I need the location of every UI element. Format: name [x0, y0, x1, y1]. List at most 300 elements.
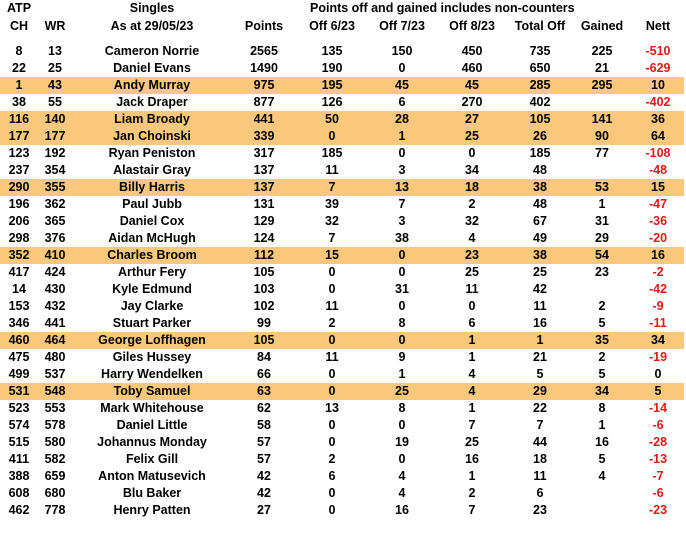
- world-rank-cell: 578: [44, 418, 66, 432]
- points-cell: 1490: [250, 61, 278, 75]
- player-name-cell: Charles Broom: [72, 247, 232, 264]
- gained-cell: [572, 162, 632, 179]
- nett-cell: -11: [649, 316, 667, 330]
- off-6-23-cell: 15: [296, 247, 368, 264]
- gained-cell: 90: [572, 128, 632, 145]
- total-off-cell: 67: [533, 214, 547, 228]
- player-name-cell: Felix Gill: [125, 452, 179, 466]
- off-7-23-cell: 38: [395, 231, 409, 245]
- header-singles: Singles: [129, 1, 175, 15]
- points-cell: 877: [253, 95, 275, 109]
- world-rank-cell: 548: [38, 383, 72, 400]
- world-rank-cell: 365: [44, 214, 66, 228]
- table-row: [0, 111, 684, 128]
- total-off-cell: 48: [533, 163, 547, 177]
- player-name-cell: Jay Clarke: [120, 299, 184, 313]
- gained-cell: [572, 94, 632, 111]
- off-8-23-cell: 11: [465, 282, 479, 296]
- off-7-23-cell: 150: [391, 44, 413, 58]
- off-8-23-cell: 7: [468, 418, 476, 432]
- off-6-23-cell: 0: [328, 265, 336, 279]
- off-7-23-cell: 1: [398, 367, 406, 381]
- off-6-23-cell: 11: [325, 163, 339, 177]
- atp-ch-cell: 14: [12, 282, 26, 296]
- gained-cell: [572, 502, 632, 519]
- points-cell: 62: [257, 401, 271, 415]
- world-rank-cell: 778: [44, 503, 66, 517]
- header-date: As at 29/05/23: [110, 19, 194, 33]
- off-8-23-cell: 27: [436, 111, 508, 128]
- table-row: [0, 349, 684, 366]
- header-total-off: Total Off: [514, 19, 566, 33]
- table-row: [0, 43, 684, 60]
- off-6-23-cell: 195: [296, 77, 368, 94]
- off-6-23-cell: 7: [328, 231, 336, 245]
- player-name-cell: Stuart Parker: [112, 316, 192, 330]
- player-name-cell: Kyle Edmund: [112, 282, 192, 296]
- off-8-23-cell: 0: [468, 146, 476, 160]
- off-7-23-cell: 9: [398, 350, 406, 364]
- total-off-cell: 105: [508, 111, 572, 128]
- off-8-23-cell: 34: [465, 163, 479, 177]
- total-off-cell: 29: [508, 383, 572, 400]
- gained-cell: 16: [595, 435, 609, 449]
- points-cell: 105: [253, 265, 275, 279]
- off-7-23-cell: 0: [368, 332, 436, 349]
- gained-cell: 31: [595, 214, 609, 228]
- off-7-23-cell: 31: [395, 282, 409, 296]
- world-rank-cell: 659: [44, 469, 66, 483]
- gained-cell: 34: [572, 383, 632, 400]
- total-off-cell: 23: [533, 503, 547, 517]
- world-rank-cell: 430: [44, 282, 66, 296]
- points-cell: 57: [257, 435, 271, 449]
- world-rank-cell: 680: [44, 486, 66, 500]
- atp-ch-cell: 206: [8, 214, 30, 228]
- off-8-23-cell: 23: [436, 247, 508, 264]
- table-row: [0, 281, 684, 298]
- player-name-cell: Henry Patten: [113, 503, 191, 517]
- atp-ch-cell: 574: [8, 418, 30, 432]
- off-6-23-cell: 190: [321, 61, 343, 75]
- atp-ch-cell: 499: [8, 367, 30, 381]
- off-8-23-cell: 1: [436, 332, 508, 349]
- points-cell: 105: [232, 332, 296, 349]
- gained-cell: 29: [595, 231, 609, 245]
- player-name-cell: Aidan McHugh: [108, 231, 196, 245]
- atp-ch-cell: 1: [0, 77, 38, 94]
- gained-cell: 2: [598, 350, 606, 364]
- off-8-23-cell: 4: [436, 383, 508, 400]
- off-6-23-cell: 135: [321, 44, 343, 58]
- nett-cell: 5: [632, 383, 684, 400]
- nett-cell: -510: [645, 44, 671, 58]
- nett-cell: 34: [632, 332, 684, 349]
- world-rank-cell: 43: [38, 77, 72, 94]
- header-nett: Nett: [645, 19, 671, 33]
- points-cell: 58: [257, 418, 271, 432]
- table-row: [0, 400, 684, 417]
- atp-ch-cell: 298: [8, 231, 30, 245]
- off-7-23-cell: 0: [398, 265, 406, 279]
- gained-cell: 8: [598, 401, 606, 415]
- off-8-23-cell: 18: [436, 179, 508, 196]
- off-7-23-cell: 4: [398, 469, 406, 483]
- total-off-cell: 49: [533, 231, 547, 245]
- total-off-cell: 21: [533, 350, 547, 364]
- nett-cell: -402: [645, 95, 671, 109]
- off-6-23-cell: 32: [325, 214, 339, 228]
- atp-ch-cell: 608: [8, 486, 30, 500]
- off-8-23-cell: 2: [468, 197, 476, 211]
- off-7-23-cell: 1: [368, 128, 436, 145]
- total-off-cell: 402: [529, 95, 551, 109]
- header-wr: WR: [44, 19, 66, 33]
- points-cell: 129: [253, 214, 275, 228]
- off-7-23-cell: 4: [398, 486, 406, 500]
- table-row: [0, 128, 684, 145]
- atp-ch-cell: 523: [8, 401, 30, 415]
- world-rank-cell: 140: [38, 111, 72, 128]
- atp-ch-cell: 290: [0, 179, 38, 196]
- off-6-23-cell: 6: [328, 469, 336, 483]
- off-6-23-cell: 13: [325, 401, 339, 415]
- total-off-cell: 38: [508, 179, 572, 196]
- world-rank-cell: 376: [44, 231, 66, 245]
- total-off-cell: 5: [536, 367, 544, 381]
- world-rank-cell: 553: [44, 401, 66, 415]
- atp-ch-cell: 153: [8, 299, 30, 313]
- off-7-23-cell: 0: [398, 452, 406, 466]
- gained-cell: 4: [598, 469, 606, 483]
- gained-cell: 141: [572, 111, 632, 128]
- atp-ch-cell: 388: [8, 469, 30, 483]
- nett-cell: -108: [645, 146, 671, 160]
- player-name-cell: Johannus Monday: [97, 435, 207, 449]
- atp-ch-cell: 123: [8, 146, 30, 160]
- table-row: [0, 179, 684, 196]
- total-off-cell: 44: [533, 435, 547, 449]
- nett-cell: -13: [648, 452, 668, 466]
- points-cell: 112: [232, 247, 296, 264]
- off-8-23-cell: 7: [468, 503, 476, 517]
- nett-cell: 10: [632, 77, 684, 94]
- total-off-cell: 42: [533, 282, 547, 296]
- atp-ch-cell: 237: [8, 163, 30, 177]
- off-7-23-cell: 0: [368, 247, 436, 264]
- off-6-23-cell: 126: [321, 95, 343, 109]
- off-8-23-cell: 25: [436, 128, 508, 145]
- total-off-cell: 650: [529, 61, 551, 75]
- world-rank-cell: 480: [44, 350, 66, 364]
- table-row: [0, 502, 684, 519]
- off-7-23-cell: 19: [395, 435, 409, 449]
- nett-cell: -6: [652, 486, 664, 500]
- world-rank-cell: 464: [38, 332, 72, 349]
- points-cell: 131: [253, 197, 275, 211]
- total-off-cell: 6: [536, 486, 544, 500]
- atp-ch-cell: 8: [15, 44, 23, 58]
- header-atp: ATP: [6, 1, 32, 15]
- off-8-23-cell: 2: [468, 486, 476, 500]
- table-row: [0, 468, 684, 485]
- table-row: [0, 417, 684, 434]
- total-off-cell: 26: [508, 128, 572, 145]
- gained-cell: [572, 281, 632, 298]
- off-6-23-cell: 0: [328, 503, 336, 517]
- nett-cell: -23: [648, 503, 668, 517]
- off-8-23-cell: 270: [461, 95, 483, 109]
- off-8-23-cell: 1: [468, 469, 476, 483]
- off-8-23-cell: 16: [465, 452, 479, 466]
- player-name-cell: Harry Wendelken: [101, 367, 203, 381]
- nett-cell: -2: [652, 265, 664, 279]
- atp-ch-cell: 22: [12, 61, 26, 75]
- off-6-23-cell: 50: [296, 111, 368, 128]
- off-7-23-cell: 25: [368, 383, 436, 400]
- nett-cell: -14: [648, 401, 668, 415]
- off-8-23-cell: 45: [436, 77, 508, 94]
- off-8-23-cell: 25: [465, 265, 479, 279]
- total-off-cell: 25: [533, 265, 547, 279]
- atp-ch-cell: 475: [8, 350, 30, 364]
- atp-ch-cell: 177: [0, 128, 38, 145]
- player-name-cell: Alastair Gray: [113, 163, 191, 177]
- table-row: [0, 332, 684, 349]
- off-6-23-cell: 0: [328, 282, 336, 296]
- nett-cell: -7: [652, 469, 664, 483]
- atp-ch-cell: 196: [8, 197, 30, 211]
- gained-cell: 5: [598, 367, 606, 381]
- player-name-cell: Arthur Fery: [117, 265, 187, 279]
- off-8-23-cell: 6: [468, 316, 476, 330]
- nett-cell: 16: [632, 247, 684, 264]
- player-name-cell: Blu Baker: [122, 486, 182, 500]
- atp-ch-cell: 346: [8, 316, 30, 330]
- header-row-2: [0, 17, 684, 36]
- gained-cell: 5: [598, 316, 606, 330]
- atp-ch-cell: 116: [0, 111, 38, 128]
- player-name-cell: Billy Harris: [72, 179, 232, 196]
- points-cell: 124: [253, 231, 275, 245]
- gained-cell: [572, 485, 632, 502]
- off-6-23-cell: 11: [325, 299, 339, 313]
- table-row: [0, 230, 684, 247]
- total-off-cell: 11: [533, 469, 547, 483]
- total-off-cell: 7: [536, 418, 544, 432]
- world-rank-cell: 410: [38, 247, 72, 264]
- world-rank-cell: 432: [44, 299, 66, 313]
- total-off-cell: 11: [533, 299, 547, 313]
- atp-ch-cell: 352: [0, 247, 38, 264]
- player-name-cell: George Loffhagen: [72, 332, 232, 349]
- off-6-23-cell: 0: [296, 383, 368, 400]
- total-off-cell: 18: [533, 452, 547, 466]
- off-7-23-cell: 8: [398, 316, 406, 330]
- header-off-8-23: Off 8/23: [449, 19, 495, 33]
- off-7-23-cell: 0: [398, 146, 406, 160]
- atp-ch-cell: 515: [8, 435, 30, 449]
- table-row: [0, 451, 684, 468]
- off-8-23-cell: 25: [465, 435, 479, 449]
- gained-cell: 21: [595, 61, 609, 75]
- total-off-cell: 735: [529, 44, 551, 58]
- nett-cell: -48: [648, 163, 668, 177]
- off-6-23-cell: 0: [296, 332, 368, 349]
- off-8-23-cell: 4: [468, 231, 476, 245]
- off-6-23-cell: 0: [296, 128, 368, 145]
- player-name-cell: Jan Choinski: [72, 128, 232, 145]
- table-row: [0, 94, 684, 111]
- header-spacer: [0, 36, 684, 43]
- nett-cell: -6: [652, 418, 664, 432]
- off-7-23-cell: 45: [368, 77, 436, 94]
- world-rank-cell: 582: [44, 452, 66, 466]
- off-7-23-cell: 0: [398, 299, 406, 313]
- points-cell: 66: [257, 367, 271, 381]
- header-gained: Gained: [580, 19, 624, 33]
- total-off-cell: 48: [533, 197, 547, 211]
- atp-ch-cell: 417: [8, 265, 30, 279]
- points-cell: 99: [257, 316, 271, 330]
- atp-ch-cell: 460: [0, 332, 38, 349]
- table-row: [0, 213, 684, 230]
- nett-cell: -20: [648, 231, 668, 245]
- off-6-23-cell: 0: [328, 367, 336, 381]
- points-cell: 42: [257, 469, 271, 483]
- gained-cell: 295: [572, 77, 632, 94]
- off-8-23-cell: 1: [468, 401, 476, 415]
- off-6-23-cell: 7: [296, 179, 368, 196]
- atp-ch-cell: 411: [8, 452, 30, 466]
- gained-cell: 1: [598, 197, 606, 211]
- off-8-23-cell: 450: [461, 44, 483, 58]
- atp-ch-cell: 462: [8, 503, 30, 517]
- table-row: [0, 60, 684, 77]
- nett-cell: -47: [648, 197, 668, 211]
- off-7-23-cell: 16: [395, 503, 409, 517]
- table-row: [0, 145, 684, 162]
- off-6-23-cell: 2: [328, 316, 336, 330]
- points-cell: 441: [232, 111, 296, 128]
- off-8-23-cell: 1: [468, 350, 476, 364]
- off-7-23-cell: 7: [398, 197, 406, 211]
- world-rank-cell: 424: [44, 265, 66, 279]
- header-off-7-23: Off 7/23: [379, 19, 425, 33]
- table-row: [0, 383, 684, 400]
- player-name-cell: Daniel Little: [116, 418, 188, 432]
- points-cell: 2565: [250, 44, 278, 58]
- table-row: [0, 298, 684, 315]
- gained-cell: 35: [572, 332, 632, 349]
- table-row: [0, 485, 684, 502]
- nett-cell: -42: [648, 282, 668, 296]
- off-6-23-cell: 0: [328, 486, 336, 500]
- gained-cell: 77: [595, 146, 609, 160]
- off-6-23-cell: 11: [325, 350, 339, 364]
- player-name-cell: Daniel Evans: [113, 61, 191, 75]
- atp-ch-cell: 38: [12, 95, 26, 109]
- off-7-23-cell: 3: [398, 214, 406, 228]
- total-off-cell: 185: [529, 146, 551, 160]
- nett-cell: 36: [632, 111, 684, 128]
- gained-cell: 1: [598, 418, 606, 432]
- player-name-cell: Anton Matusevich: [98, 469, 206, 483]
- table-row: [0, 196, 684, 213]
- nett-cell: -9: [652, 299, 664, 313]
- off-7-23-cell: 6: [398, 95, 406, 109]
- nett-cell: 0: [654, 367, 662, 381]
- player-name-cell: Daniel Cox: [119, 214, 185, 228]
- nett-cell: -28: [648, 435, 668, 449]
- nett-cell: 64: [632, 128, 684, 145]
- total-off-cell: 22: [533, 401, 547, 415]
- gained-cell: 5: [598, 452, 606, 466]
- world-rank-cell: 13: [48, 44, 62, 58]
- player-name-cell: Liam Broady: [72, 111, 232, 128]
- nett-cell: -629: [645, 61, 671, 75]
- total-off-cell: 16: [533, 316, 547, 330]
- points-cell: 27: [257, 503, 271, 517]
- points-cell: 103: [253, 282, 275, 296]
- off-6-23-cell: 0: [328, 418, 336, 432]
- points-cell: 57: [257, 452, 271, 466]
- total-off-cell: 285: [508, 77, 572, 94]
- atp-ch-cell: 531: [0, 383, 38, 400]
- nett-cell: -36: [648, 214, 668, 228]
- points-cell: 84: [257, 350, 271, 364]
- player-name-cell: Toby Samuel: [72, 383, 232, 400]
- table-row: [0, 247, 684, 264]
- nett-cell: 15: [632, 179, 684, 196]
- world-rank-cell: 354: [44, 163, 66, 177]
- off-6-23-cell: 39: [325, 197, 339, 211]
- off-8-23-cell: 460: [461, 61, 483, 75]
- off-6-23-cell: 0: [328, 435, 336, 449]
- player-name-cell: Ryan Peniston: [108, 146, 196, 160]
- points-cell: 975: [232, 77, 296, 94]
- table-row: [0, 366, 684, 383]
- player-name-cell: Andy Murray: [72, 77, 232, 94]
- table-row: [0, 264, 684, 281]
- table-row: [0, 434, 684, 451]
- player-name-cell: Jack Draper: [116, 95, 188, 109]
- points-cell: 339: [232, 128, 296, 145]
- gained-cell: 23: [595, 265, 609, 279]
- world-rank-cell: 355: [38, 179, 72, 196]
- points-cell: 137: [253, 163, 275, 177]
- points-cell: 63: [232, 383, 296, 400]
- points-cell: 317: [253, 146, 275, 160]
- world-rank-cell: 192: [44, 146, 66, 160]
- world-rank-cell: 580: [44, 435, 66, 449]
- table-row: [0, 162, 684, 179]
- off-8-23-cell: 4: [468, 367, 476, 381]
- nett-cell: -19: [648, 350, 668, 364]
- off-7-23-cell: 0: [398, 61, 406, 75]
- off-8-23-cell: 32: [465, 214, 479, 228]
- off-7-23-cell: 3: [398, 163, 406, 177]
- world-rank-cell: 25: [48, 61, 62, 75]
- header-points-note: Points off and gained includes non-counters: [310, 1, 575, 15]
- header-ch: CH: [9, 19, 29, 33]
- off-8-23-cell: 0: [468, 299, 476, 313]
- world-rank-cell: 537: [44, 367, 66, 381]
- table-row: [0, 77, 684, 94]
- off-7-23-cell: 28: [368, 111, 436, 128]
- points-cell: 42: [257, 486, 271, 500]
- points-cell: 137: [232, 179, 296, 196]
